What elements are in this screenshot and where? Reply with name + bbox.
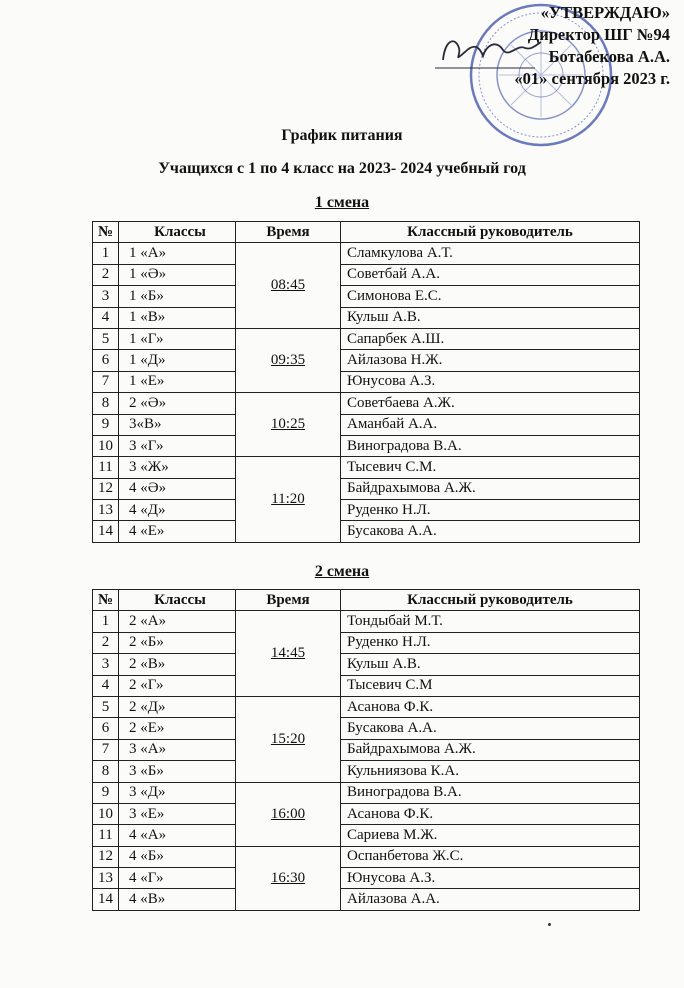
table-row (93, 264, 640, 285)
table-header (93, 222, 640, 243)
row-no: 7 (93, 739, 119, 760)
header-no: № (93, 222, 119, 243)
row-teacher: Айлазова Н.Ж. (341, 350, 640, 371)
time-value: 16:30 (270, 869, 306, 886)
row-no: 8 (93, 761, 119, 782)
row-class: 1 «А» (119, 243, 236, 264)
row-class: 4 «А» (119, 825, 236, 846)
approval-block (514, 2, 670, 90)
row-teacher: Юнусова А.З. (341, 371, 640, 392)
row-class: 4 «Г» (119, 868, 236, 889)
row-teacher: Руденко Н.Л. (341, 632, 640, 653)
table-row (93, 286, 640, 307)
row-teacher: Тысевич С.М (341, 675, 640, 696)
row-no: 5 (93, 328, 119, 349)
header-teacher: Классный руководитель (341, 222, 640, 243)
page-title: График питания (281, 127, 403, 144)
row-class: 4 «Ә» (119, 478, 236, 499)
header-no: № (93, 590, 119, 611)
row-class: 1 «В» (119, 307, 236, 328)
row-class: 2 «Б» (119, 632, 236, 653)
row-teacher: Руденко Н.Л. (341, 500, 640, 521)
row-class: 1 «Д» (119, 350, 236, 371)
row-teacher: Байдрахымова А.Ж. (341, 478, 640, 499)
table-row (93, 393, 640, 414)
table-row (93, 696, 640, 717)
shift1-label: 1 смена (314, 194, 370, 211)
row-class: 2 «Ә» (119, 393, 236, 414)
row-class: 3 «Ж» (119, 457, 236, 478)
row-no: 6 (93, 350, 119, 371)
table-row (93, 328, 640, 349)
approval-date: «01» сентября 2023 г. (514, 69, 670, 88)
time-cell (236, 393, 341, 457)
row-no: 7 (93, 371, 119, 392)
shift1-heading (0, 194, 684, 212)
row-no: 12 (93, 478, 119, 499)
row-class: 2 «Д» (119, 696, 236, 717)
row-teacher: Виноградова В.А. (341, 782, 640, 803)
row-class: 3 «Г» (119, 435, 236, 456)
approval-position: Директор ШГ №94 (527, 25, 670, 44)
time-value: 15:20 (270, 730, 306, 747)
table-row (93, 718, 640, 739)
row-teacher: Кульш А.В. (341, 654, 640, 675)
time-cell (236, 243, 341, 329)
row-teacher: Кульш А.В. (341, 307, 640, 328)
row-class: 2 «Г» (119, 675, 236, 696)
row-teacher: Бусакова А.А. (341, 521, 640, 542)
time-value: 08:45 (270, 277, 306, 294)
approval-title: «УТВЕРЖДАЮ» (540, 3, 670, 22)
row-no: 10 (93, 803, 119, 824)
page-speck (548, 923, 551, 926)
row-no: 11 (93, 457, 119, 478)
table-row (93, 846, 640, 867)
row-teacher: Советбаева А.Ж. (341, 393, 640, 414)
time-cell (236, 696, 341, 782)
row-class: 4 «Е» (119, 521, 236, 542)
time-value: 09:35 (270, 352, 306, 369)
row-class: 2 «Е» (119, 718, 236, 739)
header-time: Время (236, 222, 341, 243)
row-teacher: Юнусова А.З. (341, 868, 640, 889)
row-no: 13 (93, 868, 119, 889)
table-row (93, 825, 640, 846)
table-row (93, 371, 640, 392)
header-time: Время (236, 590, 341, 611)
row-teacher: Симонова Е.С. (341, 286, 640, 307)
row-no: 6 (93, 718, 119, 739)
row-class: 4 «Б» (119, 846, 236, 867)
page-subtitle: Учащихся с 1 по 4 класс на 2023- 2024 учебный год (158, 160, 526, 177)
row-no: 10 (93, 435, 119, 456)
row-class: 1 «Г» (119, 328, 236, 349)
table-row (93, 632, 640, 653)
table-row (93, 350, 640, 371)
row-teacher: Сариева М.Ж. (341, 825, 640, 846)
row-teacher: Асанова Ф.К. (341, 803, 640, 824)
row-no: 3 (93, 654, 119, 675)
time-cell (236, 846, 341, 910)
table-row (93, 868, 640, 889)
table-header (93, 590, 640, 611)
time-cell (236, 782, 341, 846)
row-no: 11 (93, 825, 119, 846)
time-cell (236, 328, 341, 392)
table-row (93, 675, 640, 696)
row-no: 5 (93, 696, 119, 717)
row-class: 3 «Б» (119, 761, 236, 782)
row-class: 3 «А» (119, 739, 236, 760)
table-row (93, 435, 640, 456)
table-row (93, 478, 640, 499)
row-class: 3 «Е» (119, 803, 236, 824)
table-row (93, 761, 640, 782)
row-no: 3 (93, 286, 119, 307)
shift2-table (92, 589, 640, 911)
table-row (93, 521, 640, 542)
approval-name: Ботабекова А.А. (548, 47, 670, 66)
table-row (93, 307, 640, 328)
row-no: 8 (93, 393, 119, 414)
table-row (93, 889, 640, 910)
shift2-heading (0, 563, 684, 581)
shift2-label: 2 смена (314, 563, 370, 580)
table-row (93, 500, 640, 521)
row-class: 3 «Д» (119, 782, 236, 803)
shift1-table (92, 221, 640, 543)
row-class: 1 «Е» (119, 371, 236, 392)
row-no: 9 (93, 414, 119, 435)
table-row (93, 654, 640, 675)
row-teacher: Советбай А.А. (341, 264, 640, 285)
row-no: 1 (93, 611, 119, 632)
table-row (93, 243, 640, 264)
row-class: 4 «Д» (119, 500, 236, 521)
row-no: 14 (93, 889, 119, 910)
row-teacher: Бусакова А.А. (341, 718, 640, 739)
time-value: 10:25 (270, 416, 306, 433)
header-teacher: Классный руководитель (341, 590, 640, 611)
row-teacher: Оспанбетова Ж.С. (341, 846, 640, 867)
row-teacher: Аманбай А.А. (341, 414, 640, 435)
time-cell (236, 611, 341, 697)
row-no: 4 (93, 675, 119, 696)
row-teacher: Асанова Ф.К. (341, 696, 640, 717)
row-no: 13 (93, 500, 119, 521)
table-row (93, 414, 640, 435)
row-no: 1 (93, 243, 119, 264)
row-class: 2 «В» (119, 654, 236, 675)
row-no: 4 (93, 307, 119, 328)
table-row (93, 611, 640, 632)
time-value: 16:00 (270, 805, 306, 822)
row-no: 2 (93, 632, 119, 653)
row-teacher: Сапарбек А.Ш. (341, 328, 640, 349)
row-teacher: Байдрахымова А.Ж. (341, 739, 640, 760)
row-no: 14 (93, 521, 119, 542)
row-class: 2 «А» (119, 611, 236, 632)
row-class: 1 «Б» (119, 286, 236, 307)
time-value: 14:45 (270, 645, 306, 662)
row-class: 1 «Ә» (119, 264, 236, 285)
row-teacher: Айлазова А.А. (341, 889, 640, 910)
row-no: 9 (93, 782, 119, 803)
table-row (93, 457, 640, 478)
table-row (93, 782, 640, 803)
row-teacher: Сламкулова А.Т. (341, 243, 640, 264)
row-no: 2 (93, 264, 119, 285)
time-cell (236, 457, 341, 543)
row-teacher: Тондыбай М.Т. (341, 611, 640, 632)
row-teacher: Виноградова В.А. (341, 435, 640, 456)
row-class: 3«В» (119, 414, 236, 435)
table-row (93, 739, 640, 760)
table-row (93, 803, 640, 824)
row-teacher: Кульниязова К.А. (341, 761, 640, 782)
row-class: 4 «В» (119, 889, 236, 910)
header-classes: Классы (119, 590, 236, 611)
row-teacher: Тысевич С.М. (341, 457, 640, 478)
row-no: 12 (93, 846, 119, 867)
time-value: 11:20 (271, 491, 305, 508)
header-classes: Классы (119, 222, 236, 243)
